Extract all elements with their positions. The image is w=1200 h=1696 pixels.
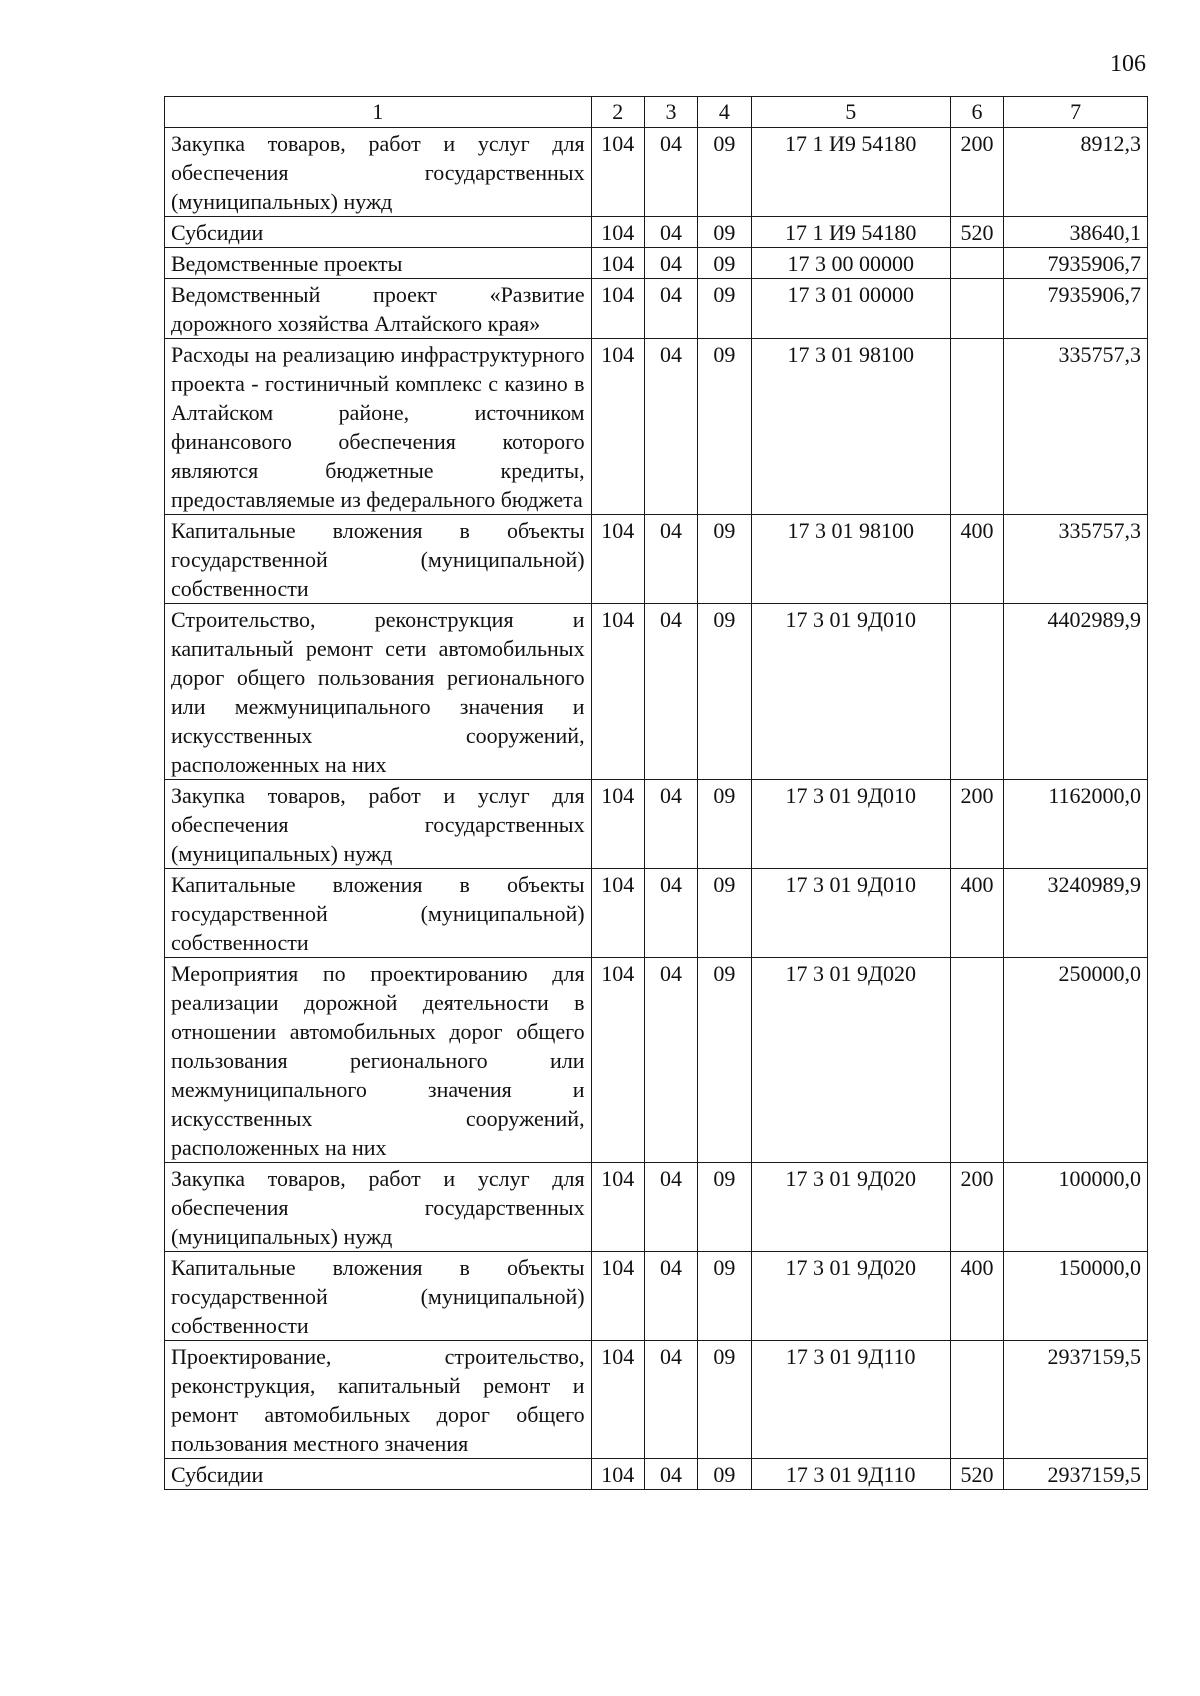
amount-cell: 8912,3 <box>1004 128 1148 217</box>
section-code-cell: 104 <box>591 515 644 604</box>
subsection-code-cell: 04 <box>644 128 697 217</box>
column-header: 2 <box>591 97 644 128</box>
item-name-cell: Ведомственный проект «Развитие дорожного хозяйства Алтайского края» <box>165 279 592 339</box>
table-row <box>165 1163 1148 1252</box>
column-header: 1 <box>165 97 592 128</box>
group-code-cell: 09 <box>698 515 751 604</box>
target-article-cell: 17 3 01 9Д110 <box>751 1341 950 1459</box>
group-code-cell: 09 <box>698 604 751 780</box>
column-header: 7 <box>1004 97 1148 128</box>
column-header: 4 <box>698 97 751 128</box>
expense-type-cell: 200 <box>950 128 1003 217</box>
expense-type-cell: 400 <box>950 869 1003 958</box>
target-article-cell: 17 3 01 9Д020 <box>751 1163 950 1252</box>
section-code-cell: 104 <box>591 780 644 869</box>
amount-cell: 1162000,0 <box>1004 780 1148 869</box>
target-article-cell: 17 3 01 9Д020 <box>751 1252 950 1341</box>
page-number: 106 <box>1110 51 1146 77</box>
table-row <box>165 339 1148 515</box>
subsection-code-cell: 04 <box>644 1459 697 1490</box>
group-code-cell: 09 <box>698 780 751 869</box>
group-code-cell: 09 <box>698 1163 751 1252</box>
target-article-cell: 17 3 01 9Д010 <box>751 869 950 958</box>
table-body <box>165 128 1148 1490</box>
table-row <box>165 217 1148 248</box>
section-code-cell: 104 <box>591 958 644 1163</box>
subsection-code-cell: 04 <box>644 515 697 604</box>
subsection-code-cell: 04 <box>644 780 697 869</box>
target-article-cell: 17 3 01 9Д010 <box>751 604 950 780</box>
section-code-cell: 104 <box>591 128 644 217</box>
item-name-cell: Расходы на реализацию инфраструктурного проекта - гостиничный комплекс с казино в Алтайском районе, источником финансового обеспечения которого являются бюджетные кредиты, предоставляемые из федерального бюджета <box>165 339 592 515</box>
table-row <box>165 1459 1148 1490</box>
amount-cell: 3240989,9 <box>1004 869 1148 958</box>
item-name-cell: Капитальные вложения в объекты государственной (муниципальной) собственности <box>165 869 592 958</box>
table-row <box>165 869 1148 958</box>
expense-type-cell: 520 <box>950 217 1003 248</box>
section-code-cell: 104 <box>591 217 644 248</box>
target-article-cell: 17 3 01 98100 <box>751 339 950 515</box>
item-name-cell: Ведомственные проекты <box>165 248 592 279</box>
target-article-cell: 17 3 01 9Д010 <box>751 780 950 869</box>
expense-type-cell: 400 <box>950 515 1003 604</box>
section-code-cell: 104 <box>591 1341 644 1459</box>
group-code-cell: 09 <box>698 248 751 279</box>
amount-cell: 150000,0 <box>1004 1252 1148 1341</box>
table-row <box>165 248 1148 279</box>
column-header: 5 <box>751 97 950 128</box>
item-name-cell: Проектирование, строительство, реконструкция, капитальный ремонт и ремонт автомобильных дорог общего пользования местного значения <box>165 1341 592 1459</box>
amount-cell: 100000,0 <box>1004 1163 1148 1252</box>
target-article-cell: 17 3 01 9Д020 <box>751 958 950 1163</box>
subsection-code-cell: 04 <box>644 217 697 248</box>
section-code-cell: 104 <box>591 1163 644 1252</box>
target-article-cell: 17 1 И9 54180 <box>751 128 950 217</box>
group-code-cell: 09 <box>698 279 751 339</box>
group-code-cell: 09 <box>698 958 751 1163</box>
table-row <box>165 128 1148 217</box>
expense-type-cell <box>950 279 1003 339</box>
subsection-code-cell: 04 <box>644 1163 697 1252</box>
group-code-cell: 09 <box>698 1341 751 1459</box>
amount-cell: 7935906,7 <box>1004 248 1148 279</box>
group-code-cell: 09 <box>698 217 751 248</box>
item-name-cell: Субсидии <box>165 1459 592 1490</box>
column-header: 6 <box>950 97 1003 128</box>
amount-cell: 335757,3 <box>1004 515 1148 604</box>
group-code-cell: 09 <box>698 1459 751 1490</box>
table-row <box>165 604 1148 780</box>
item-name-cell: Субсидии <box>165 217 592 248</box>
section-code-cell: 104 <box>591 1252 644 1341</box>
target-article-cell: 17 3 01 00000 <box>751 279 950 339</box>
expense-type-cell: 200 <box>950 1163 1003 1252</box>
section-code-cell: 104 <box>591 604 644 780</box>
item-name-cell: Закупка товаров, работ и услуг для обеспечения государственных (муниципальных) нужд <box>165 1163 592 1252</box>
expense-type-cell: 200 <box>950 780 1003 869</box>
subsection-code-cell: 04 <box>644 869 697 958</box>
item-name-cell: Закупка товаров, работ и услуг для обеспечения государственных (муниципальных) нужд <box>165 128 592 217</box>
amount-cell: 2937159,5 <box>1004 1341 1148 1459</box>
amount-cell: 335757,3 <box>1004 339 1148 515</box>
expense-type-cell: 400 <box>950 1252 1003 1341</box>
table-row <box>165 780 1148 869</box>
item-name-cell: Строительство, реконструкция и капитальный ремонт сети автомобильных дорог общего пользования регионального или межмуниципального значения и искусственных сооружений, расположенных на них <box>165 604 592 780</box>
amount-cell: 4402989,9 <box>1004 604 1148 780</box>
section-code-cell: 104 <box>591 1459 644 1490</box>
section-code-cell: 104 <box>591 248 644 279</box>
table-row <box>165 1252 1148 1341</box>
group-code-cell: 09 <box>698 1252 751 1341</box>
item-name-cell: Капитальные вложения в объекты государственной (муниципальной) собственности <box>165 1252 592 1341</box>
amount-cell: 250000,0 <box>1004 958 1148 1163</box>
subsection-code-cell: 04 <box>644 248 697 279</box>
expense-type-cell <box>950 339 1003 515</box>
subsection-code-cell: 04 <box>644 604 697 780</box>
amount-cell: 7935906,7 <box>1004 279 1148 339</box>
expense-type-cell <box>950 604 1003 780</box>
group-code-cell: 09 <box>698 128 751 217</box>
section-code-cell: 104 <box>591 279 644 339</box>
table-row <box>165 515 1148 604</box>
subsection-code-cell: 04 <box>644 1252 697 1341</box>
subsection-code-cell: 04 <box>644 279 697 339</box>
table-row <box>165 958 1148 1163</box>
table-row <box>165 1341 1148 1459</box>
target-article-cell: 17 3 01 98100 <box>751 515 950 604</box>
amount-cell: 38640,1 <box>1004 217 1148 248</box>
amount-cell: 2937159,5 <box>1004 1459 1148 1490</box>
item-name-cell: Капитальные вложения в объекты государственной (муниципальной) собственности <box>165 515 592 604</box>
expense-type-cell <box>950 958 1003 1163</box>
subsection-code-cell: 04 <box>644 1341 697 1459</box>
subsection-code-cell: 04 <box>644 958 697 1163</box>
item-name-cell: Мероприятия по проектированию для реализации дорожной деятельности в отношении автомобильных дорог общего пользования регионального или межмуниципального значения и искусственных сооружений, расположенных на них <box>165 958 592 1163</box>
subsection-code-cell: 04 <box>644 339 697 515</box>
group-code-cell: 09 <box>698 869 751 958</box>
group-code-cell: 09 <box>698 339 751 515</box>
target-article-cell: 17 3 00 00000 <box>751 248 950 279</box>
target-article-cell: 17 3 01 9Д110 <box>751 1459 950 1490</box>
section-code-cell: 104 <box>591 869 644 958</box>
table-row <box>165 279 1148 339</box>
item-name-cell: Закупка товаров, работ и услуг для обеспечения государственных (муниципальных) нужд <box>165 780 592 869</box>
budget-table <box>164 96 1148 1490</box>
expense-type-cell: 520 <box>950 1459 1003 1490</box>
target-article-cell: 17 1 И9 54180 <box>751 217 950 248</box>
expense-type-cell <box>950 248 1003 279</box>
column-header: 3 <box>644 97 697 128</box>
section-code-cell: 104 <box>591 339 644 515</box>
header-row <box>165 97 1148 128</box>
expense-type-cell <box>950 1341 1003 1459</box>
